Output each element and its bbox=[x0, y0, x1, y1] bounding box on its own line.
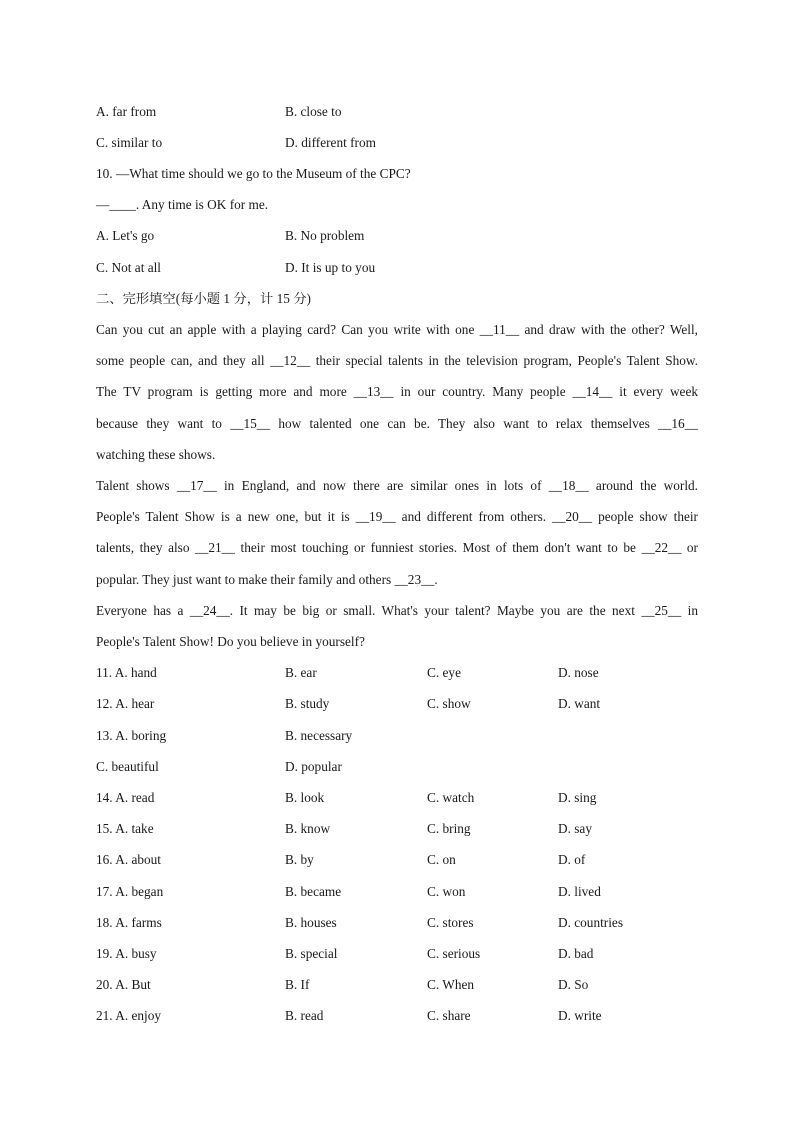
q18-option-c: C. stores bbox=[427, 915, 474, 930]
q15-option-c: C. bring bbox=[427, 821, 471, 836]
q16-option-d: D. of bbox=[558, 852, 586, 867]
passage-line-4: because they want to __15__ how talented one can be. They also want to relax themselves __16__ bbox=[96, 416, 698, 431]
q12-option-a: 12. A. hear bbox=[96, 696, 155, 711]
q9-option-b: B. close to bbox=[285, 104, 342, 119]
q21-option-c: C. share bbox=[427, 1008, 471, 1023]
q16-option-c: C. on bbox=[427, 852, 456, 867]
q14-option-c: C. watch bbox=[427, 790, 475, 805]
q9-option-d: D. different from bbox=[285, 135, 376, 150]
q17-option-d: D. lived bbox=[558, 884, 601, 899]
q20-option-b: B. If bbox=[285, 977, 310, 992]
q16-option-b: B. by bbox=[285, 852, 314, 867]
section-heading: 二、完形填空(每小题 1 分，计 15 分) bbox=[96, 291, 311, 306]
q19-option-b: B. special bbox=[285, 946, 338, 961]
q12-option-d: D. want bbox=[558, 696, 601, 711]
passage-line-11: People's Talent Show! Do you believe in yourself? bbox=[96, 634, 365, 649]
q10-option-b: B. No problem bbox=[285, 228, 365, 243]
q20-option-a: 20. A. But bbox=[96, 977, 151, 992]
q9-option-a: A. far from bbox=[96, 104, 157, 119]
q13-option-b: B. necessary bbox=[285, 728, 353, 743]
passage-line-3: The TV program is getting more and more __13__ in our country. Many people __14__ it every week bbox=[96, 384, 698, 399]
q13-option-d: D. popular bbox=[285, 759, 342, 774]
passage-line-8: talents, they also __21__ their most touching or funniest stories. Most of them don't want to be __22__ or bbox=[96, 540, 698, 555]
q13-option-c: C. beautiful bbox=[96, 759, 159, 774]
q21-option-d: D. write bbox=[558, 1008, 602, 1023]
q17-option-c: C. won bbox=[427, 884, 466, 899]
q10-option-a: A. Let's go bbox=[96, 228, 155, 243]
q17-option-a: 17. A. began bbox=[96, 884, 164, 899]
q10-option-c: C. Not at all bbox=[96, 260, 161, 275]
passage-line-7: People's Talent Show is a new one, but it is __19__ and different from others. __20__ people show their bbox=[96, 509, 698, 524]
q17-option-b: B. became bbox=[285, 884, 342, 899]
q9-option-c: C. similar to bbox=[96, 135, 163, 150]
q18-option-a: 18. A. farms bbox=[96, 915, 162, 930]
passage-line-6: Talent shows __17__ in England, and now there are similar ones in lots of __18__ around the world. bbox=[96, 478, 698, 493]
q19-option-d: D. bad bbox=[558, 946, 594, 961]
q21-option-b: B. read bbox=[285, 1008, 324, 1023]
passage-line-9: popular. They just want to make their family and others __23__. bbox=[96, 572, 438, 587]
passage-line-1: Can you cut an apple with a playing card? Can you write with one __11__ and draw with the other? Well, bbox=[96, 322, 698, 337]
q15-option-d: D. say bbox=[558, 821, 592, 836]
q14-option-d: D. sing bbox=[558, 790, 597, 805]
passage-line-10: Everyone has a __24__. It may be big or small. What's your talent? Maybe you are the next __25__ in bbox=[96, 603, 698, 618]
q16-option-a: 16. A. about bbox=[96, 852, 162, 867]
q11-option-c: C. eye bbox=[427, 665, 461, 680]
q18-option-b: B. houses bbox=[285, 915, 337, 930]
q10-reply: —____. Any time is OK for me. bbox=[96, 197, 269, 212]
q11-option-d: D. nose bbox=[558, 665, 599, 680]
q11-option-b: B. ear bbox=[285, 665, 317, 680]
q10-option-d: D. It is up to you bbox=[285, 260, 376, 275]
q11-option-a: 11. A. hand bbox=[96, 665, 157, 680]
q15-option-a: 15. A. take bbox=[96, 821, 154, 836]
passage-line-2: some people can, and they all __12__ their special talents in the television program, People's Talent Show. bbox=[96, 353, 698, 368]
q10-question: 10. —What time should we go to the Museum of the CPC? bbox=[96, 166, 411, 181]
q13-option-a: 13. A. boring bbox=[96, 728, 167, 743]
q19-option-c: C. serious bbox=[427, 946, 481, 961]
q19-option-a: 19. A. busy bbox=[96, 946, 157, 961]
passage-line-5: watching these shows. bbox=[96, 447, 216, 462]
q18-option-d: D. countries bbox=[558, 915, 623, 930]
q14-option-b: B. look bbox=[285, 790, 325, 805]
q20-option-d: D. So bbox=[558, 977, 589, 992]
q12-option-b: B. study bbox=[285, 696, 330, 711]
q15-option-b: B. know bbox=[285, 821, 331, 836]
q21-option-a: 21. A. enjoy bbox=[96, 1008, 162, 1023]
q12-option-c: C. show bbox=[427, 696, 471, 711]
q14-option-a: 14. A. read bbox=[96, 790, 155, 805]
q20-option-c: C. When bbox=[427, 977, 475, 992]
